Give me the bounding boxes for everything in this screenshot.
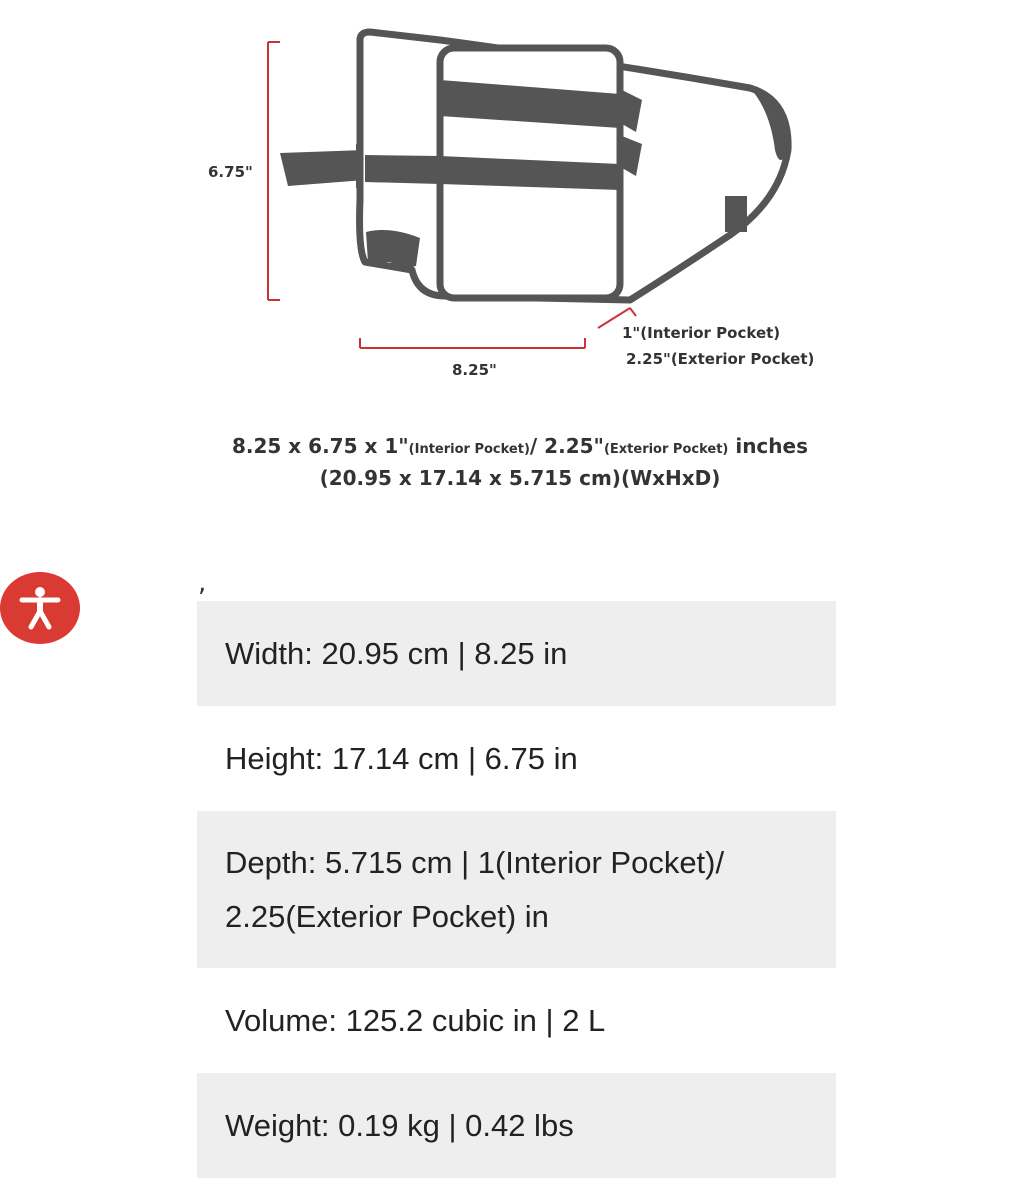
- spec-height-text: Height: 17.14 cm | 6.75 in: [225, 740, 578, 776]
- accessibility-icon: [17, 585, 63, 631]
- spec-row-weight: [197, 1073, 836, 1178]
- spec-row-volume: [197, 968, 836, 1073]
- caption-interior-note: (Interior Pocket): [408, 442, 530, 457]
- height-bracket: [268, 42, 280, 300]
- depth-interior-label: 1"(Interior Pocket): [622, 324, 781, 342]
- width-bracket: [360, 338, 585, 348]
- spec-table: [197, 601, 836, 1178]
- caption-dimensions: 8.25 x 6.75 x 1": [231, 434, 409, 458]
- accessibility-button[interactable]: [0, 572, 80, 644]
- height-label: 6.75": [208, 163, 253, 181]
- dimension-caption: [150, 432, 890, 492]
- depth-exterior-label: 2.25"(Exterior Pocket): [626, 350, 815, 368]
- spec-row-width: [197, 601, 836, 706]
- spec-weight-text: Weight: 0.19 kg | 0.42 lbs: [225, 1107, 574, 1143]
- caption-line-metric: (20.95 x 17.14 x 5.715 cm)(WxHxD): [319, 466, 721, 490]
- width-label: 8.25": [452, 361, 497, 379]
- caption-exterior-depth: / 2.25": [529, 434, 604, 458]
- spec-row-height: [197, 706, 836, 811]
- bag-dimension-diagram: [190, 0, 850, 400]
- caption-unit: inches: [728, 434, 808, 458]
- bag-illustration: [280, 32, 788, 300]
- spec-volume-text: Volume: 125.2 cubic in | 2 L: [225, 1002, 606, 1038]
- caption-line-imperial: [150, 432, 890, 464]
- stray-comma-text: ,: [198, 568, 207, 598]
- spec-depth-text: Depth: 5.715 cm | 1(Interior Pocket)/ 2.25(Exterior Pocket) in: [225, 844, 725, 934]
- spec-width-text: Width: 20.95 cm | 8.25 in: [225, 635, 568, 671]
- caption-exterior-note: (Exterior Pocket): [603, 442, 729, 457]
- spec-row-depth: [197, 811, 836, 968]
